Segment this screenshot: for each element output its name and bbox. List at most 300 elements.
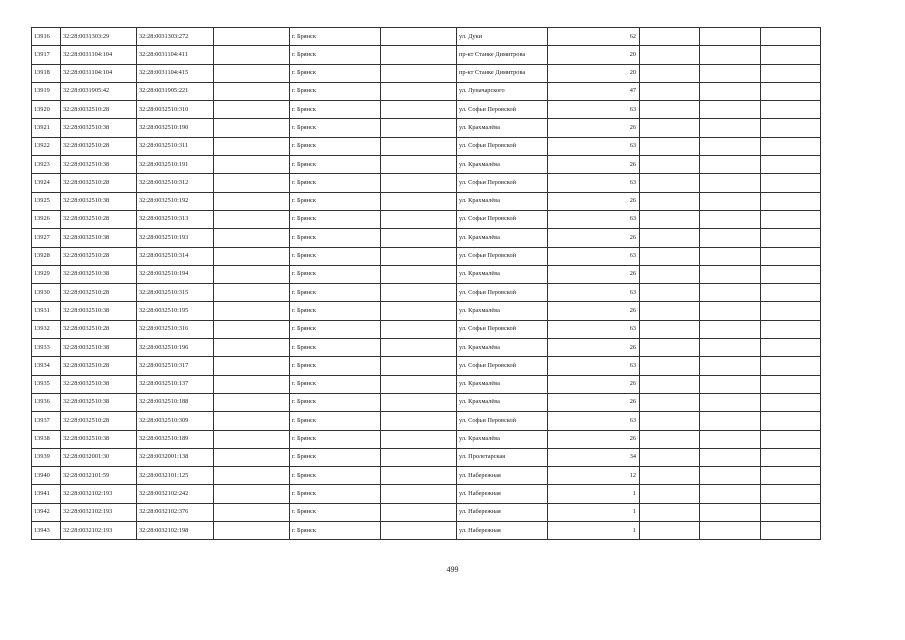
cell-empty [640,522,700,540]
cell-parcel-number: 32:28:0032510:38 [61,229,137,247]
cell-city: г. Брянск [290,210,381,228]
cell-empty [700,339,761,357]
cell-empty [761,412,821,430]
cell-city: г. Брянск [290,430,381,448]
cell-empty [640,247,700,265]
cell-empty [761,393,821,411]
cell-empty [761,503,821,521]
cell-empty [640,375,700,393]
cell-empty [640,302,700,320]
cell-empty [214,339,290,357]
cell-parcel-number: 32:28:0032510:38 [61,156,137,174]
cell-cadastral-number: 32:28:0032510:193 [137,229,214,247]
cell-cadastral-number: 32:28:0032510:312 [137,174,214,192]
cell-house-number: 63 [548,101,640,119]
cell-house-number: 26 [548,229,640,247]
cell-house-number: 26 [548,393,640,411]
cell-empty [640,467,700,485]
cell-empty [381,265,457,283]
cell-city: г. Брянск [290,119,381,137]
table-row [32,28,821,46]
cell-empty [700,174,761,192]
cell-empty [700,265,761,283]
cell-row-number: 13927 [32,229,61,247]
cell-cadastral-number: 32:28:0032102:198 [137,522,214,540]
cell-row-number: 13917 [32,46,61,64]
cell-parcel-number: 32:28:0031104:104 [61,46,137,64]
cell-empty [214,412,290,430]
cell-empty [381,229,457,247]
cell-empty [381,137,457,155]
table-row [32,448,821,466]
cell-empty [214,302,290,320]
cell-house-number: 63 [548,247,640,265]
cell-parcel-number: 32:28:0032510:38 [61,393,137,411]
cell-house-number: 26 [548,375,640,393]
cell-street: ул. Софьи Перовской [457,412,548,430]
cell-street: ул. Софьи Перовской [457,320,548,338]
cell-empty [761,192,821,210]
cell-house-number: 63 [548,284,640,302]
cell-empty [700,302,761,320]
cell-house-number: 63 [548,412,640,430]
cell-parcel-number: 32:28:0032001:30 [61,448,137,466]
cell-parcel-number: 32:28:0032510:28 [61,137,137,155]
cell-street: пр-кт Станке Димитрова [457,64,548,82]
cell-empty [381,467,457,485]
cell-row-number: 13921 [32,119,61,137]
table-row [32,467,821,485]
cell-street: ул. Софьи Перовской [457,247,548,265]
cell-cadastral-number: 32:28:0032510:194 [137,265,214,283]
cell-street: ул. Крахмалёва [457,302,548,320]
cell-row-number: 13934 [32,357,61,375]
cell-house-number: 20 [548,64,640,82]
table-row [32,357,821,375]
cell-empty [214,46,290,64]
cell-empty [640,28,700,46]
cell-empty [761,339,821,357]
cell-street: ул. Пролетарская [457,448,548,466]
cell-empty [381,210,457,228]
cell-house-number: 1 [548,522,640,540]
cell-city: г. Брянск [290,46,381,64]
cell-parcel-number: 32:28:0032510:38 [61,119,137,137]
cell-empty [761,247,821,265]
cell-empty [214,467,290,485]
cell-house-number: 12 [548,467,640,485]
cell-empty [214,192,290,210]
cell-parcel-number: 32:28:0032510:38 [61,192,137,210]
cell-house-number: 62 [548,28,640,46]
cell-row-number: 13926 [32,210,61,228]
cell-street: ул. Софьи Перовской [457,101,548,119]
cell-empty [381,485,457,503]
cell-city: г. Брянск [290,192,381,210]
cell-street: ул. Софьи Перовской [457,137,548,155]
cell-street: ул. Крахмалёва [457,119,548,137]
table-row [32,485,821,503]
cell-empty [700,156,761,174]
cell-empty [761,448,821,466]
cell-cadastral-number: 32:28:0032510:316 [137,320,214,338]
cell-empty [214,82,290,100]
cell-empty [761,284,821,302]
cell-parcel-number: 32:28:0032102:193 [61,485,137,503]
cell-city: г. Брянск [290,522,381,540]
cell-empty [761,46,821,64]
cell-empty [214,137,290,155]
cell-empty [640,82,700,100]
cell-cadastral-number: 32:28:0031104:411 [137,46,214,64]
cell-cadastral-number: 32:28:0032510:189 [137,430,214,448]
cell-empty [381,64,457,82]
cell-row-number: 13943 [32,522,61,540]
cell-empty [761,119,821,137]
cell-cadastral-number: 32:28:0032001:138 [137,448,214,466]
cell-city: г. Брянск [290,247,381,265]
cell-empty [214,430,290,448]
cell-empty [640,485,700,503]
cell-city: г. Брянск [290,412,381,430]
cell-empty [761,101,821,119]
cell-empty [381,119,457,137]
cell-parcel-number: 32:28:0032510:28 [61,210,137,228]
cell-parcel-number: 32:28:0032510:28 [61,412,137,430]
cell-empty [214,393,290,411]
cell-house-number: 34 [548,448,640,466]
cell-house-number: 63 [548,137,640,155]
cell-empty [381,101,457,119]
registry-table [31,27,821,540]
table-row [32,156,821,174]
cell-street: ул. Крахмалёва [457,393,548,411]
cell-parcel-number: 32:28:0032510:38 [61,430,137,448]
cell-empty [761,320,821,338]
cell-city: г. Брянск [290,467,381,485]
cell-empty [761,357,821,375]
cell-parcel-number: 32:28:0031104:104 [61,64,137,82]
cell-street: ул. Крахмалёва [457,156,548,174]
table-row [32,375,821,393]
cell-empty [700,522,761,540]
cell-empty [700,467,761,485]
cell-city: г. Брянск [290,156,381,174]
cell-empty [381,339,457,357]
cell-empty [214,375,290,393]
cell-house-number: 26 [548,119,640,137]
cell-row-number: 13923 [32,156,61,174]
cell-empty [761,467,821,485]
table-row [32,119,821,137]
cell-row-number: 13938 [32,430,61,448]
cell-cadastral-number: 32:28:0032510:309 [137,412,214,430]
cell-row-number: 13936 [32,393,61,411]
cell-empty [700,357,761,375]
cell-street: ул. Набережная [457,485,548,503]
cell-city: г. Брянск [290,137,381,155]
cell-house-number: 26 [548,302,640,320]
cell-empty [700,101,761,119]
cell-city: г. Брянск [290,82,381,100]
cell-cadastral-number: 32:28:0032510:317 [137,357,214,375]
cell-empty [640,229,700,247]
cell-empty [700,503,761,521]
cell-empty [381,522,457,540]
cell-row-number: 13916 [32,28,61,46]
cell-row-number: 13942 [32,503,61,521]
cell-cadastral-number: 32:28:0031303:272 [137,28,214,46]
cell-house-number: 63 [548,320,640,338]
cell-empty [761,156,821,174]
cell-empty [640,101,700,119]
cell-empty [761,375,821,393]
cell-empty [214,210,290,228]
cell-empty [761,485,821,503]
table-row [32,412,821,430]
cell-empty [214,503,290,521]
cell-empty [700,430,761,448]
cell-empty [381,302,457,320]
cell-parcel-number: 32:28:0031303:29 [61,28,137,46]
cell-empty [700,210,761,228]
cell-empty [640,174,700,192]
cell-house-number: 26 [548,430,640,448]
cell-parcel-number: 32:28:0032510:28 [61,320,137,338]
cell-row-number: 13935 [32,375,61,393]
cell-empty [381,320,457,338]
cell-empty [640,119,700,137]
cell-cadastral-number: 32:28:0031104:415 [137,64,214,82]
cell-empty [640,320,700,338]
cell-empty [381,46,457,64]
cell-empty [700,485,761,503]
cell-row-number: 13928 [32,247,61,265]
cell-empty [640,265,700,283]
cell-street: ул. Набережная [457,503,548,521]
cell-empty [381,357,457,375]
cell-house-number: 26 [548,265,640,283]
cell-empty [214,265,290,283]
cell-parcel-number: 32:28:0032510:38 [61,375,137,393]
cell-empty [214,119,290,137]
cell-parcel-number: 32:28:0032510:28 [61,284,137,302]
cell-empty [761,265,821,283]
cell-empty [700,229,761,247]
cell-empty [761,82,821,100]
cell-empty [381,247,457,265]
cell-city: г. Брянск [290,284,381,302]
cell-street: ул. Крахмалёва [457,229,548,247]
cell-row-number: 13929 [32,265,61,283]
cell-empty [640,64,700,82]
page-number: 499 [446,565,459,574]
cell-empty [640,339,700,357]
cell-city: г. Брянск [290,265,381,283]
cell-empty [214,522,290,540]
cell-empty [214,64,290,82]
cell-city: г. Брянск [290,503,381,521]
cell-parcel-number: 32:28:0032510:38 [61,302,137,320]
cell-city: г. Брянск [290,101,381,119]
cell-empty [761,137,821,155]
cell-row-number: 13941 [32,485,61,503]
cell-row-number: 13922 [32,137,61,155]
cell-empty [700,82,761,100]
cell-street: ул. Набережная [457,467,548,485]
cell-street: ул. Крахмалёва [457,265,548,283]
cell-parcel-number: 32:28:0032510:28 [61,247,137,265]
cell-city: г. Брянск [290,64,381,82]
cell-empty [381,82,457,100]
cell-empty [214,28,290,46]
cell-empty [214,448,290,466]
cell-empty [214,284,290,302]
cell-cadastral-number: 32:28:0031905:221 [137,82,214,100]
cell-empty [700,284,761,302]
cell-house-number: 1 [548,485,640,503]
cell-empty [700,375,761,393]
cell-street: ул. Крахмалёва [457,375,548,393]
cell-street: ул. Луначарского [457,82,548,100]
table-row [32,247,821,265]
cell-house-number: 47 [548,82,640,100]
table-row [32,101,821,119]
cell-street: ул. Набережная [457,522,548,540]
cell-city: г. Брянск [290,393,381,411]
cell-row-number: 13939 [32,448,61,466]
cell-street: ул. Крахмалёва [457,192,548,210]
cell-empty [761,302,821,320]
cell-street: ул. Крахмалёва [457,430,548,448]
cell-cadastral-number: 32:28:0032102:242 [137,485,214,503]
cell-row-number: 13931 [32,302,61,320]
cell-city: г. Брянск [290,375,381,393]
cell-row-number: 13930 [32,284,61,302]
cell-row-number: 13932 [32,320,61,338]
cell-empty [700,247,761,265]
cell-empty [700,320,761,338]
cell-empty [381,156,457,174]
cell-empty [640,156,700,174]
cell-empty [640,412,700,430]
cell-house-number: 1 [548,503,640,521]
cell-cadastral-number: 32:28:0032510:137 [137,375,214,393]
cell-empty [381,284,457,302]
cell-empty [381,192,457,210]
table-row [32,265,821,283]
cell-empty [381,412,457,430]
cell-house-number: 63 [548,174,640,192]
cell-empty [640,46,700,64]
table-row [32,302,821,320]
cell-house-number: 20 [548,46,640,64]
cell-street: ул. Крахмалёва [457,339,548,357]
cell-empty [761,174,821,192]
cell-cadastral-number: 32:28:0032510:192 [137,192,214,210]
cell-row-number: 13918 [32,64,61,82]
cell-empty [214,101,290,119]
cell-empty [381,430,457,448]
cell-street: ул. Софьи Перовской [457,174,548,192]
cell-empty [700,192,761,210]
cell-house-number: 26 [548,339,640,357]
cell-empty [640,192,700,210]
cell-city: г. Брянск [290,320,381,338]
table-row [32,522,821,540]
cell-parcel-number: 32:28:0032510:38 [61,339,137,357]
cell-parcel-number: 32:28:0032101:59 [61,467,137,485]
cell-cadastral-number: 32:28:0032510:310 [137,101,214,119]
cell-empty [381,503,457,521]
cell-empty [761,430,821,448]
table-row [32,210,821,228]
table-row [32,503,821,521]
table-row [32,339,821,357]
cell-row-number: 13937 [32,412,61,430]
cell-row-number: 13925 [32,192,61,210]
cell-row-number: 13920 [32,101,61,119]
cell-empty [381,393,457,411]
cell-street: ул. Дуки [457,28,548,46]
cell-empty [700,28,761,46]
table-row [32,174,821,192]
cell-empty [700,119,761,137]
cell-empty [214,357,290,375]
cell-city: г. Брянск [290,174,381,192]
cell-parcel-number: 32:28:0032510:28 [61,357,137,375]
cell-street: пр-кт Станке Димитрова [457,46,548,64]
cell-parcel-number: 32:28:0031905:42 [61,82,137,100]
cell-empty [381,375,457,393]
table-row [32,393,821,411]
cell-city: г. Брянск [290,448,381,466]
table-body [32,28,821,540]
cell-parcel-number: 32:28:0032102:193 [61,522,137,540]
cell-empty [640,210,700,228]
cell-parcel-number: 32:28:0032102:193 [61,503,137,521]
cell-cadastral-number: 32:28:0032510:191 [137,156,214,174]
cell-empty [700,412,761,430]
cell-empty [640,503,700,521]
cell-empty [640,284,700,302]
table-row [32,82,821,100]
cell-cadastral-number: 32:28:0032510:190 [137,119,214,137]
table-row [32,192,821,210]
table-row [32,137,821,155]
cell-empty [640,393,700,411]
cell-cadastral-number: 32:28:0032101:125 [137,467,214,485]
cell-empty [700,448,761,466]
cell-empty [381,174,457,192]
table-row [32,229,821,247]
cell-empty [761,522,821,540]
cell-cadastral-number: 32:28:0032102:376 [137,503,214,521]
cell-empty [381,448,457,466]
cell-empty [640,430,700,448]
cell-city: г. Брянск [290,339,381,357]
cell-row-number: 13919 [32,82,61,100]
cell-empty [700,64,761,82]
cell-city: г. Брянск [290,302,381,320]
cell-parcel-number: 32:28:0032510:38 [61,265,137,283]
table-row [32,46,821,64]
cell-empty [214,247,290,265]
document-sheet [31,27,820,540]
cell-row-number: 13933 [32,339,61,357]
cell-house-number: 63 [548,357,640,375]
table-row [32,284,821,302]
